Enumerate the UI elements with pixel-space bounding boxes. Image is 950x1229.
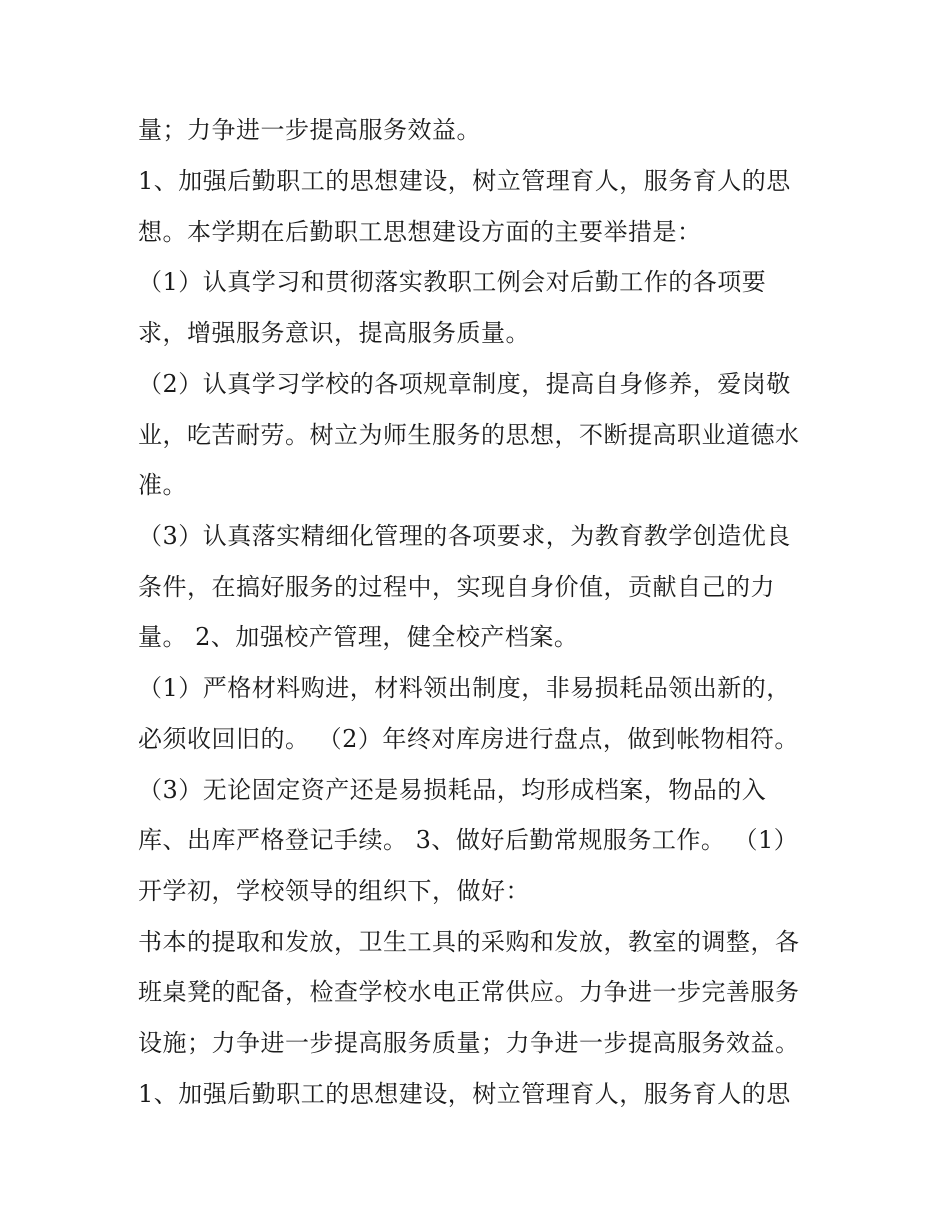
text-line: （1）认真学习和贯彻落实教职工例会对后勤工作的各项要 (138, 268, 767, 296)
text-line: 库、出库严格登记手续。 3、做好后勤常规服务工作。 （1） (138, 826, 799, 854)
text-line: 书本的提取和发放，卫生工具的采购和发放，教室的调整，各 (138, 928, 800, 956)
text-line: 业，吃苦耐劳。树立为师生服务的思想，不断提高职业道德水 (138, 421, 800, 449)
text-line: 班桌凳的配备，检查学校水电正常供应。力争进一步完善服务 (138, 978, 800, 1006)
text-line: （3）认真落实精细化管理的各项要求，为教育教学创造优良 (138, 522, 791, 550)
text-line: 设施；力争进一步提高服务质量；力争进一步提高服务效益。 (138, 1029, 800, 1057)
text-line: （2）认真学习学校的各项规章制度，提高自身修养，爱岗敬 (138, 370, 791, 398)
text-line: 准。 (138, 471, 187, 499)
text-line: 1、加强后勤职工的思想建设，树立管理育人，服务育人的思 (138, 167, 791, 195)
text-line: 1、加强后勤职工的思想建设，树立管理育人，服务育人的思 (138, 1080, 791, 1108)
text-line: （3）无论固定资产还是易损耗品，均形成档案，物品的入 (138, 776, 767, 804)
text-line: 量；力争进一步提高服务效益。 (138, 116, 481, 144)
text-line: 求，增强服务意识，提高服务质量。 (138, 319, 530, 347)
text-line: 量。 2、加强校产管理，健全校产档案。 (138, 623, 579, 651)
text-line: （1）严格材料购进，材料领出制度，非易损耗品领出新的， (138, 674, 791, 702)
text-line: 开学初，学校领导的组织下，做好： (138, 877, 530, 905)
text-line: 条件，在搞好服务的过程中，实现自身价值，贡献自己的力 (138, 573, 775, 601)
text-line: 想。本学期在后勤职工思想建设方面的主要举措是： (138, 218, 702, 246)
text-line: 必须收回旧的。 （2）年终对库房进行盘点，做到帐物相符。 (138, 725, 799, 753)
